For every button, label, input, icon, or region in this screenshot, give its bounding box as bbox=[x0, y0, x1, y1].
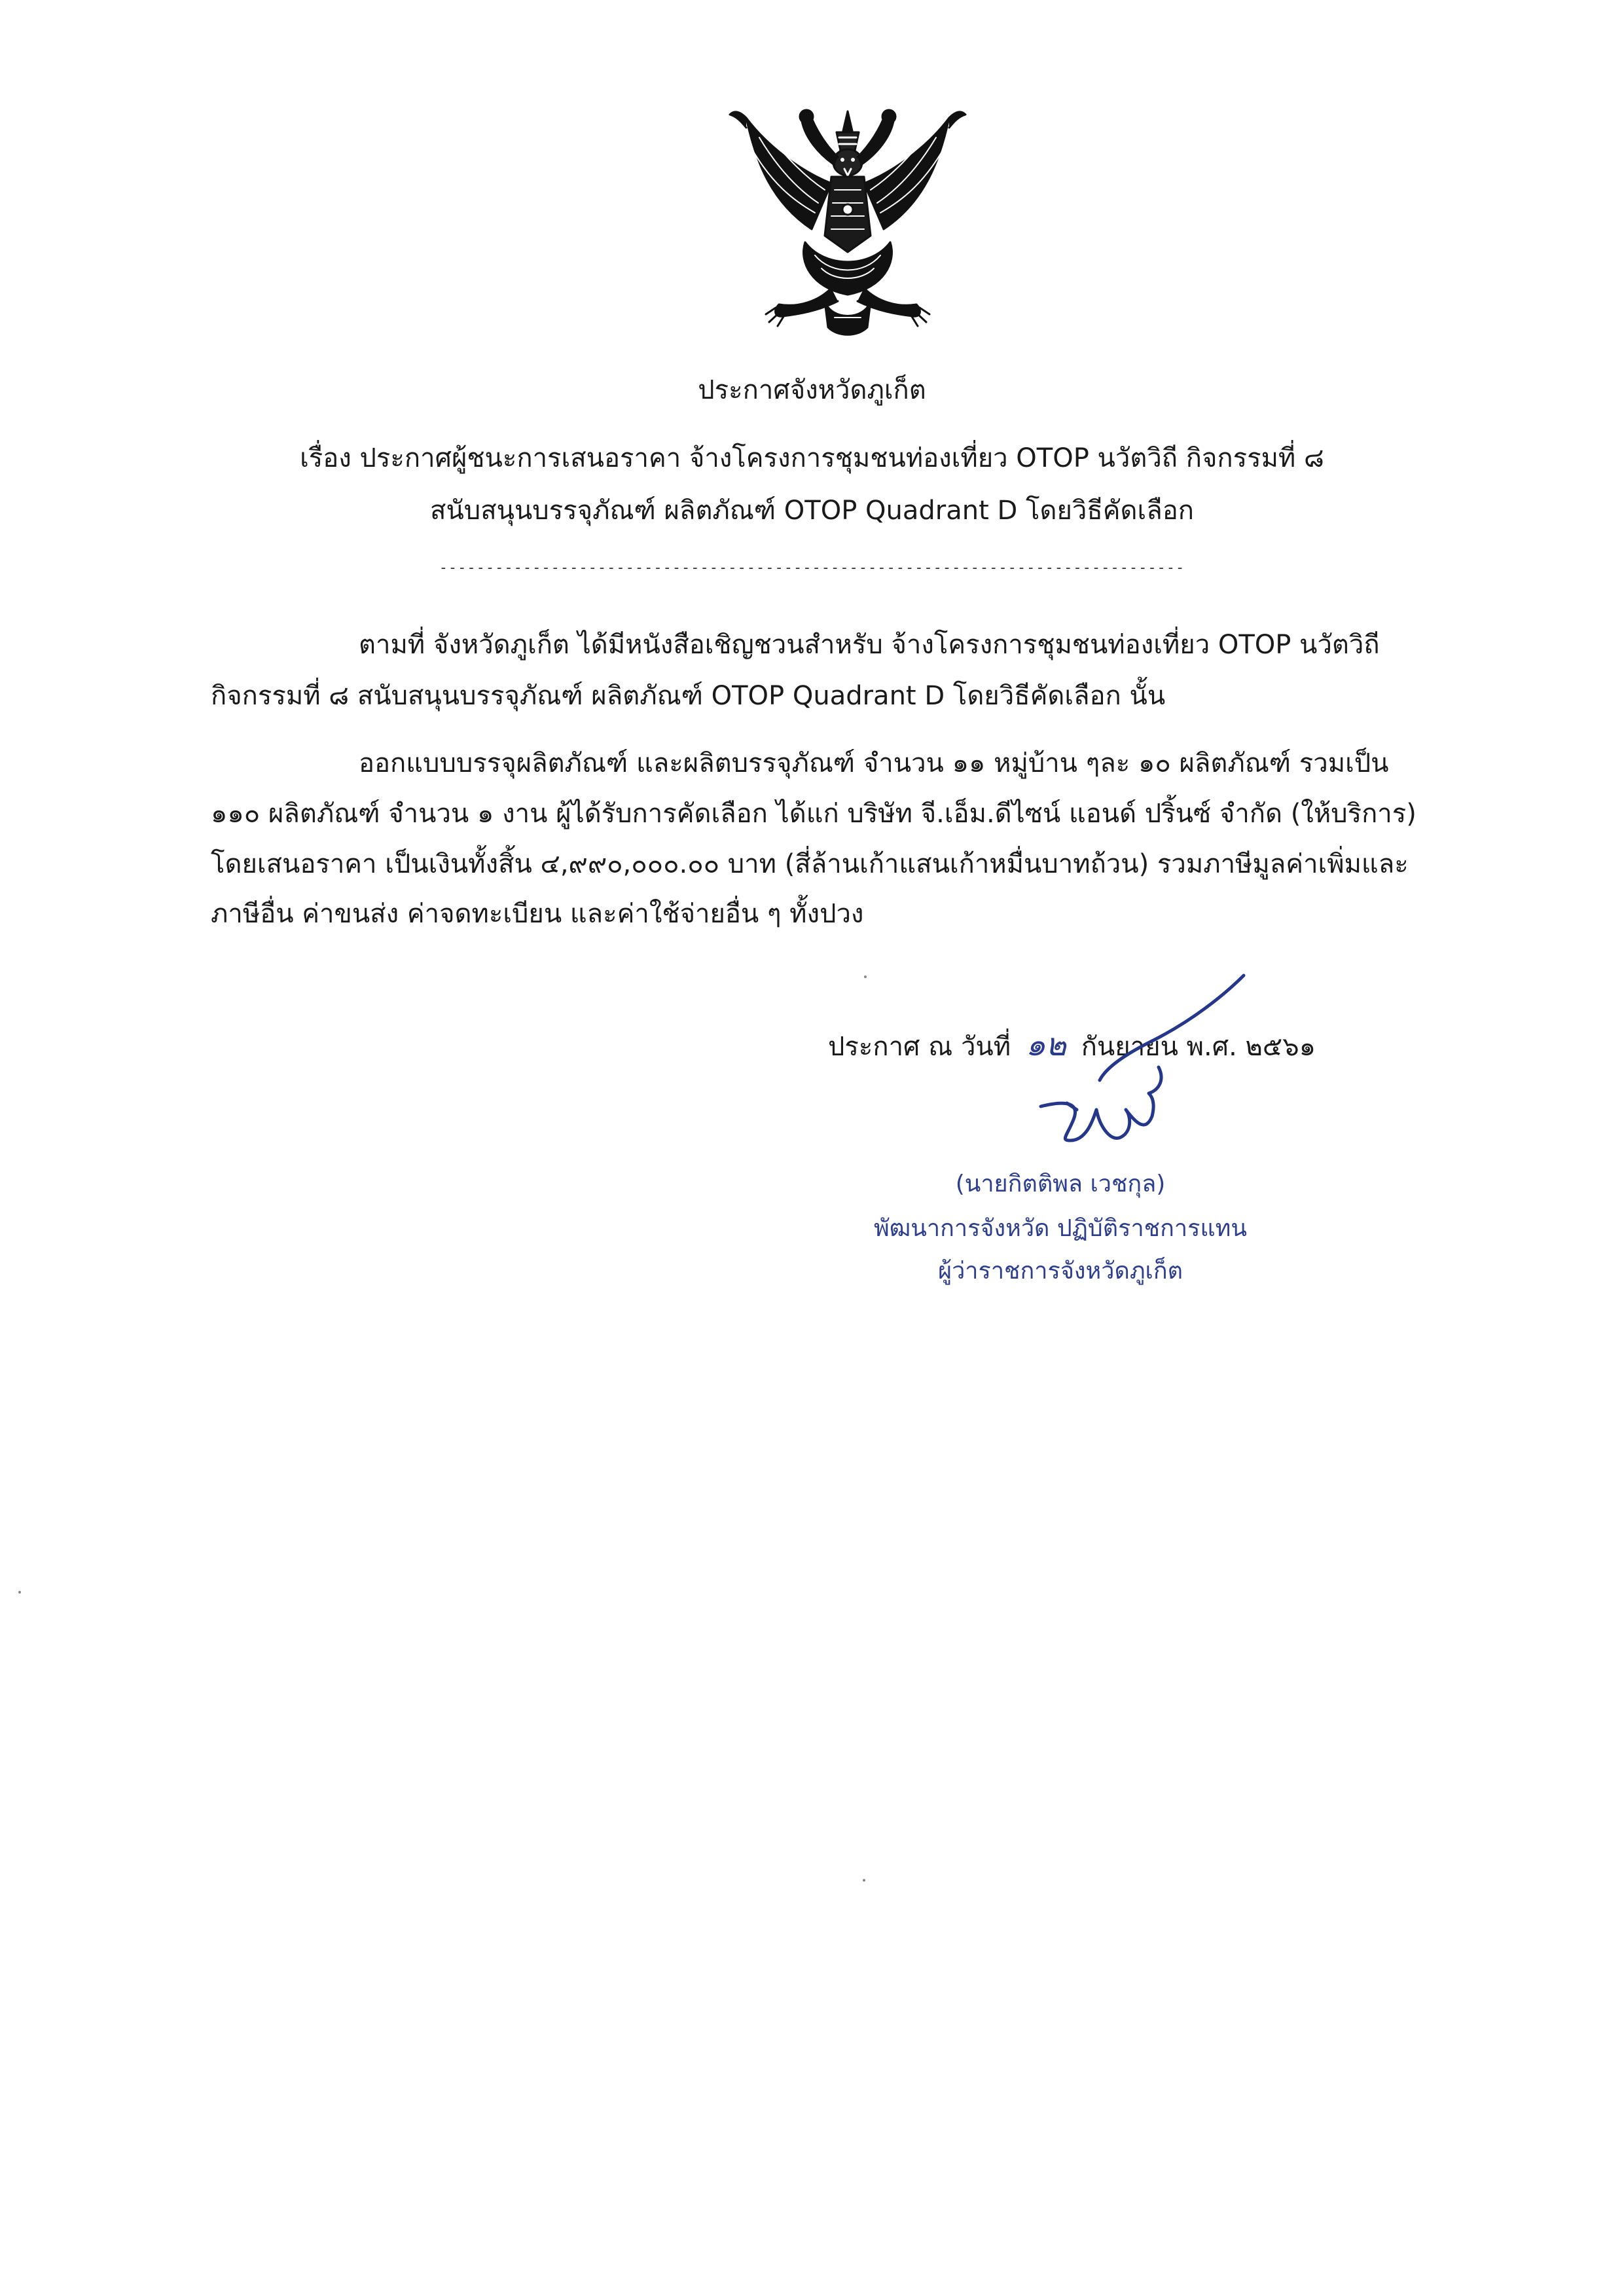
handwritten-day: ๑๒ bbox=[1025, 1027, 1066, 1063]
divider-line: -------------------------------------------------------------------------------- bbox=[439, 560, 1185, 576]
signatory-name: (นายกิตติพล เวชกุล) bbox=[955, 1171, 1166, 1197]
handwritten-signature bbox=[1025, 969, 1270, 1165]
scan-speck bbox=[18, 1591, 21, 1594]
date-suffix: กันยายน พ.ศ. ๒๕๖๑ bbox=[1081, 1032, 1316, 1062]
document-title: ประกาศจังหวัดภูเก็ต bbox=[698, 375, 926, 405]
paragraph-2-line: โดยเสนอราคา เป็นเงินทั้งสิ้น ๔,๙๙๐,๐๐๐.๐๐ บาท (สี่ล้านเก้าแสนเก้าหมื่นบาทถ้วน) รวมภาษีมูลค่าเพิ่มและ bbox=[211, 849, 1409, 879]
signatory-position: พัฒนาการจังหวัด ปฏิบัติราชการแทน bbox=[874, 1215, 1247, 1242]
paragraph-1-line: ตามที่ จังหวัดภูเก็ต ได้มีหนังสือเชิญชวนสำหรับ จ้างโครงการชุมชนท่องเที่ยว OTOP นวัตวิถี bbox=[359, 630, 1380, 660]
paragraph-2-line: ออกแบบบรรจุผลิตภัณฑ์ และผลิตบรรจุภัณฑ์ จำนวน ๑๑ หมู่บ้าน ๆละ ๑๐ ผลิตภัณฑ์ รวมเป็น bbox=[359, 748, 1389, 778]
paragraph-1-line: กิจกรรมที่ ๘ สนับสนุนบรรจุภัณฑ์ ผลิตภัณฑ์ OTOP Quadrant D โดยวิธีคัดเลือก นั้น bbox=[211, 681, 1166, 711]
scan-speck bbox=[864, 975, 867, 978]
paragraph-2-line: ภาษีอื่น ค่าขนส่ง ค่าจดทะเบียน และค่าใช้จ่ายอื่น ๆ ทั้งปวง bbox=[211, 899, 864, 929]
subject-line-2: สนับสนุนบรรจุภัณฑ์ ผลิตภัณฑ์ OTOP Quadrant D โดยวิธีคัดเลือก bbox=[430, 496, 1194, 526]
subject-line-1: เรื่อง ประกาศผู้ชนะการเสนอราคา จ้างโครงการชุมชนท่องเที่ยว OTOP นวัตวิถี กิจกรรมที่ ๘ bbox=[300, 443, 1324, 473]
date-prefix: ประกาศ ณ วันที่ bbox=[828, 1032, 1011, 1062]
signatory-position: ผู้ว่าราชการจังหวัดภูเก็ต bbox=[937, 1258, 1183, 1285]
garuda-emblem bbox=[727, 92, 969, 354]
scan-speck bbox=[863, 1879, 865, 1882]
paragraph-2-line: ๑๑๐ ผลิตภัณฑ์ จำนวน ๑ งาน ผู้ได้รับการคัดเลือก ได้แก่ บริษัท จี.เอ็ม.ดีไซน์ แอนด์ ปริ้นซ์ จำกัด (ให้บริการ) bbox=[211, 799, 1416, 829]
